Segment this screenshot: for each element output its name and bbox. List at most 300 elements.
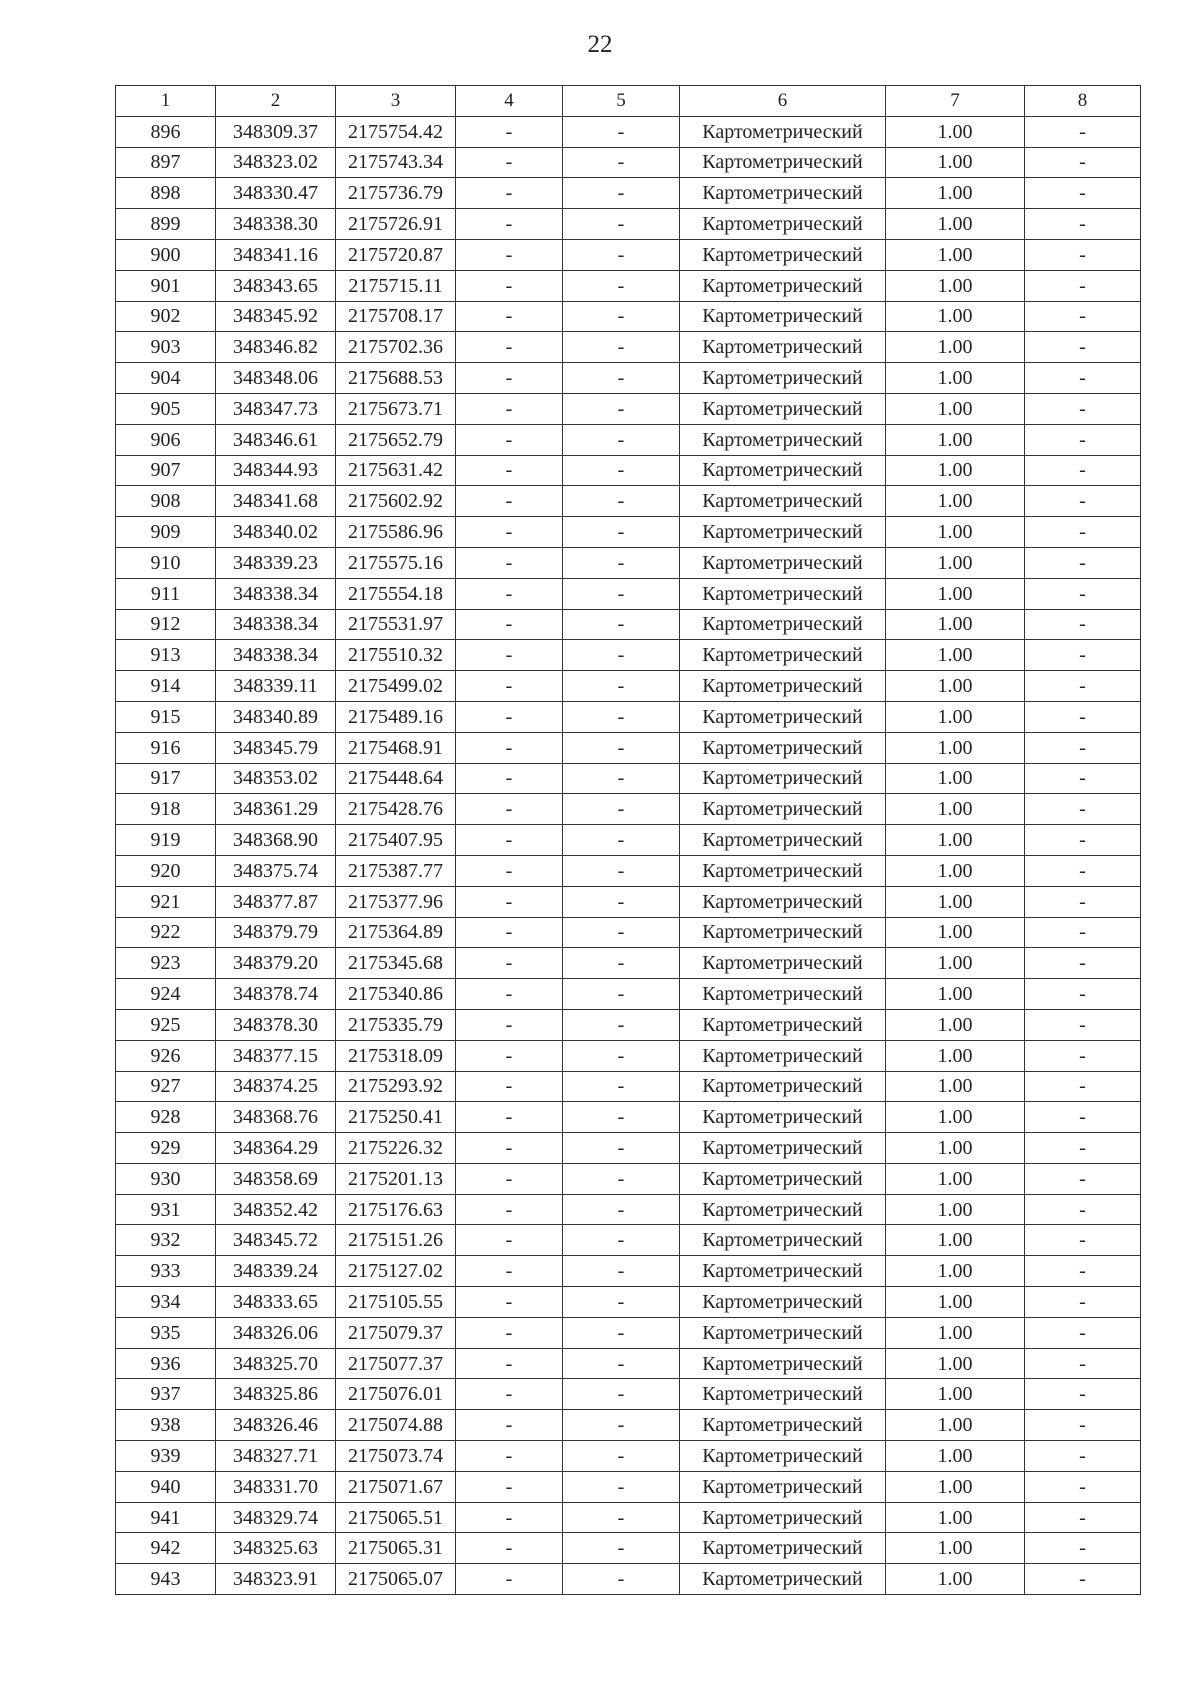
col4-cell: - <box>456 455 563 486</box>
method-cell: Картометрический <box>680 1410 886 1441</box>
precision-cell: 1.00 <box>886 794 1025 825</box>
method-cell: Картометрический <box>680 609 886 640</box>
y-coordinate-cell: 2175250.41 <box>336 1102 456 1133</box>
table-row <box>116 239 1141 270</box>
table-row <box>116 517 1141 548</box>
col8-cell: - <box>1025 886 1141 917</box>
col5-cell: - <box>563 855 680 886</box>
table-row <box>116 1564 1141 1595</box>
x-coordinate-cell: 348326.06 <box>216 1317 336 1348</box>
table-row <box>116 209 1141 240</box>
y-coordinate-cell: 2175176.63 <box>336 1194 456 1225</box>
y-coordinate-cell: 2175673.71 <box>336 393 456 424</box>
x-coordinate-cell: 348325.70 <box>216 1348 336 1379</box>
col8-cell: - <box>1025 363 1141 394</box>
table-row <box>116 1225 1141 1256</box>
method-cell: Картометрический <box>680 301 886 332</box>
col5-cell: - <box>563 393 680 424</box>
col8-cell: - <box>1025 332 1141 363</box>
col5-cell: - <box>563 763 680 794</box>
y-coordinate-cell: 2175652.79 <box>336 424 456 455</box>
method-cell: Картометрический <box>680 701 886 732</box>
col5-cell: - <box>563 1564 680 1595</box>
y-coordinate-cell: 2175407.95 <box>336 825 456 856</box>
precision-cell: 1.00 <box>886 1071 1025 1102</box>
col5-cell: - <box>563 1163 680 1194</box>
precision-cell: 1.00 <box>886 486 1025 517</box>
col5-cell: - <box>563 671 680 702</box>
col5-cell: - <box>563 547 680 578</box>
method-cell: Картометрический <box>680 640 886 671</box>
y-coordinate-cell: 2175702.36 <box>336 332 456 363</box>
table-row <box>116 147 1141 178</box>
y-coordinate-cell: 2175428.76 <box>336 794 456 825</box>
col5-cell: - <box>563 1502 680 1533</box>
point-number-cell: 937 <box>116 1379 216 1410</box>
col8-cell: - <box>1025 1133 1141 1164</box>
col4-cell: - <box>456 1163 563 1194</box>
col5-cell: - <box>563 1348 680 1379</box>
col4-cell: - <box>456 1564 563 1595</box>
x-coordinate-cell: 348339.11 <box>216 671 336 702</box>
col8-cell: - <box>1025 178 1141 209</box>
x-coordinate-cell: 348377.15 <box>216 1040 336 1071</box>
method-cell: Картометрический <box>680 979 886 1010</box>
col4-cell: - <box>456 671 563 702</box>
col8-cell: - <box>1025 424 1141 455</box>
point-number-cell: 931 <box>116 1194 216 1225</box>
table-row <box>116 178 1141 209</box>
col4-cell: - <box>456 363 563 394</box>
col4-cell: - <box>456 1379 563 1410</box>
precision-cell: 1.00 <box>886 578 1025 609</box>
col4-cell: - <box>456 1348 563 1379</box>
precision-cell: 1.00 <box>886 178 1025 209</box>
x-coordinate-cell: 348323.02 <box>216 147 336 178</box>
precision-cell: 1.00 <box>886 917 1025 948</box>
y-coordinate-cell: 2175077.37 <box>336 1348 456 1379</box>
col8-cell: - <box>1025 1471 1141 1502</box>
point-number-cell: 910 <box>116 547 216 578</box>
col4-cell: - <box>456 732 563 763</box>
col5-cell: - <box>563 332 680 363</box>
method-cell: Картометрический <box>680 794 886 825</box>
col5-cell: - <box>563 1040 680 1071</box>
method-cell: Картометрический <box>680 855 886 886</box>
col4-cell: - <box>456 763 563 794</box>
table-row <box>116 1410 1141 1441</box>
col4-cell: - <box>456 147 563 178</box>
x-coordinate-cell: 348340.02 <box>216 517 336 548</box>
x-coordinate-cell: 348326.46 <box>216 1410 336 1441</box>
col5-cell: - <box>563 640 680 671</box>
col5-cell: - <box>563 886 680 917</box>
table-row <box>116 1040 1141 1071</box>
precision-cell: 1.00 <box>886 209 1025 240</box>
y-coordinate-cell: 2175076.01 <box>336 1379 456 1410</box>
method-cell: Картометрический <box>680 393 886 424</box>
col5-cell: - <box>563 609 680 640</box>
y-coordinate-cell: 2175065.31 <box>336 1533 456 1564</box>
precision-cell: 1.00 <box>886 1564 1025 1595</box>
point-number-cell: 917 <box>116 763 216 794</box>
method-cell: Картометрический <box>680 763 886 794</box>
table-row <box>116 363 1141 394</box>
x-coordinate-cell: 348374.25 <box>216 1071 336 1102</box>
method-cell: Картометрический <box>680 424 886 455</box>
precision-cell: 1.00 <box>886 1348 1025 1379</box>
x-coordinate-cell: 348333.65 <box>216 1287 336 1318</box>
precision-cell: 1.00 <box>886 1502 1025 1533</box>
table-row <box>116 825 1141 856</box>
y-coordinate-cell: 2175345.68 <box>336 948 456 979</box>
col5-cell: - <box>563 363 680 394</box>
point-number-cell: 913 <box>116 640 216 671</box>
col4-cell: - <box>456 1256 563 1287</box>
col8-cell: - <box>1025 701 1141 732</box>
point-number-cell: 908 <box>116 486 216 517</box>
column-header: 4 <box>456 86 563 117</box>
method-cell: Картометрический <box>680 332 886 363</box>
col4-cell: - <box>456 393 563 424</box>
precision-cell: 1.00 <box>886 332 1025 363</box>
y-coordinate-cell: 2175531.97 <box>336 609 456 640</box>
x-coordinate-cell: 348353.02 <box>216 763 336 794</box>
col8-cell: - <box>1025 1225 1141 1256</box>
point-number-cell: 930 <box>116 1163 216 1194</box>
y-coordinate-cell: 2175127.02 <box>336 1256 456 1287</box>
x-coordinate-cell: 348345.92 <box>216 301 336 332</box>
precision-cell: 1.00 <box>886 1133 1025 1164</box>
col4-cell: - <box>456 917 563 948</box>
method-cell: Картометрический <box>680 178 886 209</box>
col5-cell: - <box>563 917 680 948</box>
precision-cell: 1.00 <box>886 1379 1025 1410</box>
x-coordinate-cell: 348340.89 <box>216 701 336 732</box>
point-number-cell: 902 <box>116 301 216 332</box>
point-number-cell: 920 <box>116 855 216 886</box>
col8-cell: - <box>1025 1194 1141 1225</box>
point-number-cell: 923 <box>116 948 216 979</box>
method-cell: Картометрический <box>680 1564 886 1595</box>
precision-cell: 1.00 <box>886 825 1025 856</box>
col5-cell: - <box>563 1441 680 1472</box>
col8-cell: - <box>1025 578 1141 609</box>
y-coordinate-cell: 2175586.96 <box>336 517 456 548</box>
table-row <box>116 1502 1141 1533</box>
table-row <box>116 424 1141 455</box>
precision-cell: 1.00 <box>886 1225 1025 1256</box>
x-coordinate-cell: 348379.79 <box>216 917 336 948</box>
x-coordinate-cell: 348331.70 <box>216 1471 336 1502</box>
point-number-cell: 916 <box>116 732 216 763</box>
precision-cell: 1.00 <box>886 270 1025 301</box>
col5-cell: - <box>563 486 680 517</box>
col8-cell: - <box>1025 239 1141 270</box>
col5-cell: - <box>563 1317 680 1348</box>
x-coordinate-cell: 348361.29 <box>216 794 336 825</box>
table-row <box>116 948 1141 979</box>
col4-cell: - <box>456 178 563 209</box>
col8-cell: - <box>1025 1441 1141 1472</box>
table-row <box>116 701 1141 732</box>
col8-cell: - <box>1025 1379 1141 1410</box>
col8-cell: - <box>1025 209 1141 240</box>
precision-cell: 1.00 <box>886 763 1025 794</box>
method-cell: Картометрический <box>680 948 886 979</box>
precision-cell: 1.00 <box>886 855 1025 886</box>
x-coordinate-cell: 348368.76 <box>216 1102 336 1133</box>
col4-cell: - <box>456 1533 563 1564</box>
point-number-cell: 904 <box>116 363 216 394</box>
table-row <box>116 886 1141 917</box>
coordinates-table <box>115 85 1141 1595</box>
col8-cell: - <box>1025 763 1141 794</box>
col4-cell: - <box>456 1102 563 1133</box>
col5-cell: - <box>563 1102 680 1133</box>
precision-cell: 1.00 <box>886 1009 1025 1040</box>
x-coordinate-cell: 348338.34 <box>216 640 336 671</box>
x-coordinate-cell: 348341.68 <box>216 486 336 517</box>
col5-cell: - <box>563 578 680 609</box>
x-coordinate-cell: 348329.74 <box>216 1502 336 1533</box>
point-number-cell: 898 <box>116 178 216 209</box>
col8-cell: - <box>1025 1348 1141 1379</box>
point-number-cell: 939 <box>116 1441 216 1472</box>
col4-cell: - <box>456 979 563 1010</box>
y-coordinate-cell: 2175079.37 <box>336 1317 456 1348</box>
table-row <box>116 1441 1141 1472</box>
table-row <box>116 1133 1141 1164</box>
precision-cell: 1.00 <box>886 1256 1025 1287</box>
point-number-cell: 905 <box>116 393 216 424</box>
col4-cell: - <box>456 486 563 517</box>
x-coordinate-cell: 348338.34 <box>216 578 336 609</box>
col5-cell: - <box>563 301 680 332</box>
point-number-cell: 900 <box>116 239 216 270</box>
x-coordinate-cell: 348345.72 <box>216 1225 336 1256</box>
table-row <box>116 1471 1141 1502</box>
precision-cell: 1.00 <box>886 1441 1025 1472</box>
precision-cell: 1.00 <box>886 732 1025 763</box>
precision-cell: 1.00 <box>886 701 1025 732</box>
x-coordinate-cell: 348339.23 <box>216 547 336 578</box>
precision-cell: 1.00 <box>886 640 1025 671</box>
col8-cell: - <box>1025 917 1141 948</box>
x-coordinate-cell: 348341.16 <box>216 239 336 270</box>
method-cell: Картометрический <box>680 732 886 763</box>
point-number-cell: 911 <box>116 578 216 609</box>
point-number-cell: 929 <box>116 1133 216 1164</box>
column-header: 5 <box>563 86 680 117</box>
method-cell: Картометрический <box>680 825 886 856</box>
col4-cell: - <box>456 1225 563 1256</box>
x-coordinate-cell: 348346.82 <box>216 332 336 363</box>
precision-cell: 1.00 <box>886 517 1025 548</box>
point-number-cell: 918 <box>116 794 216 825</box>
point-number-cell: 912 <box>116 609 216 640</box>
table-row <box>116 794 1141 825</box>
precision-cell: 1.00 <box>886 1194 1025 1225</box>
precision-cell: 1.00 <box>886 393 1025 424</box>
precision-cell: 1.00 <box>886 239 1025 270</box>
x-coordinate-cell: 348345.79 <box>216 732 336 763</box>
table-row <box>116 455 1141 486</box>
col5-cell: - <box>563 1287 680 1318</box>
col5-cell: - <box>563 732 680 763</box>
x-coordinate-cell: 348309.37 <box>216 116 336 147</box>
col8-cell: - <box>1025 301 1141 332</box>
point-number-cell: 933 <box>116 1256 216 1287</box>
col8-cell: - <box>1025 979 1141 1010</box>
column-header: 6 <box>680 86 886 117</box>
x-coordinate-cell: 348358.69 <box>216 1163 336 1194</box>
point-number-cell: 940 <box>116 1471 216 1502</box>
table-row <box>116 1009 1141 1040</box>
col4-cell: - <box>456 794 563 825</box>
col8-cell: - <box>1025 794 1141 825</box>
col8-cell: - <box>1025 270 1141 301</box>
point-number-cell: 936 <box>116 1348 216 1379</box>
col4-cell: - <box>456 1133 563 1164</box>
y-coordinate-cell: 2175151.26 <box>336 1225 456 1256</box>
page-number: 22 <box>587 31 613 58</box>
table-body <box>116 116 1141 1594</box>
method-cell: Картометрический <box>680 1471 886 1502</box>
y-coordinate-cell: 2175318.09 <box>336 1040 456 1071</box>
y-coordinate-cell: 2175377.96 <box>336 886 456 917</box>
col8-cell: - <box>1025 1009 1141 1040</box>
precision-cell: 1.00 <box>886 1471 1025 1502</box>
col5-cell: - <box>563 424 680 455</box>
x-coordinate-cell: 348348.06 <box>216 363 336 394</box>
method-cell: Картометрический <box>680 1502 886 1533</box>
table-row <box>116 1317 1141 1348</box>
col8-cell: - <box>1025 486 1141 517</box>
col4-cell: - <box>456 270 563 301</box>
method-cell: Картометрический <box>680 517 886 548</box>
method-cell: Картометрический <box>680 1009 886 1040</box>
col4-cell: - <box>456 239 563 270</box>
method-cell: Картометрический <box>680 671 886 702</box>
table-row <box>116 1379 1141 1410</box>
col8-cell: - <box>1025 609 1141 640</box>
x-coordinate-cell: 348344.93 <box>216 455 336 486</box>
table-row <box>116 763 1141 794</box>
col8-cell: - <box>1025 1564 1141 1595</box>
col5-cell: - <box>563 979 680 1010</box>
method-cell: Картометрический <box>680 1317 886 1348</box>
col8-cell: - <box>1025 147 1141 178</box>
y-coordinate-cell: 2175726.91 <box>336 209 456 240</box>
col4-cell: - <box>456 1194 563 1225</box>
method-cell: Картометрический <box>680 917 886 948</box>
x-coordinate-cell: 348325.63 <box>216 1533 336 1564</box>
y-coordinate-cell: 2175071.67 <box>336 1471 456 1502</box>
col4-cell: - <box>456 547 563 578</box>
precision-cell: 1.00 <box>886 948 1025 979</box>
x-coordinate-cell: 348378.74 <box>216 979 336 1010</box>
method-cell: Картометрический <box>680 1163 886 1194</box>
col8-cell: - <box>1025 517 1141 548</box>
col8-cell: - <box>1025 1163 1141 1194</box>
col5-cell: - <box>563 1133 680 1164</box>
method-cell: Картометрический <box>680 1133 886 1164</box>
method-cell: Картометрический <box>680 486 886 517</box>
point-number-cell: 925 <box>116 1009 216 1040</box>
col5-cell: - <box>563 517 680 548</box>
y-coordinate-cell: 2175340.86 <box>336 979 456 1010</box>
y-coordinate-cell: 2175715.11 <box>336 270 456 301</box>
method-cell: Картометрический <box>680 116 886 147</box>
y-coordinate-cell: 2175602.92 <box>336 486 456 517</box>
precision-cell: 1.00 <box>886 147 1025 178</box>
method-cell: Картометрический <box>680 1533 886 1564</box>
col4-cell: - <box>456 1410 563 1441</box>
x-coordinate-cell: 348323.91 <box>216 1564 336 1595</box>
table-row <box>116 1256 1141 1287</box>
table-row <box>116 1533 1141 1564</box>
x-coordinate-cell: 348338.30 <box>216 209 336 240</box>
y-coordinate-cell: 2175074.88 <box>336 1410 456 1441</box>
method-cell: Картометрический <box>680 1287 886 1318</box>
table-row <box>116 547 1141 578</box>
table-row <box>116 917 1141 948</box>
point-number-cell: 907 <box>116 455 216 486</box>
col8-cell: - <box>1025 1040 1141 1071</box>
col5-cell: - <box>563 1194 680 1225</box>
precision-cell: 1.00 <box>886 979 1025 1010</box>
col5-cell: - <box>563 1009 680 1040</box>
col5-cell: - <box>563 701 680 732</box>
col4-cell: - <box>456 701 563 732</box>
y-coordinate-cell: 2175754.42 <box>336 116 456 147</box>
precision-cell: 1.00 <box>886 1533 1025 1564</box>
col8-cell: - <box>1025 1410 1141 1441</box>
precision-cell: 1.00 <box>886 609 1025 640</box>
point-number-cell: 942 <box>116 1533 216 1564</box>
y-coordinate-cell: 2175065.51 <box>336 1502 456 1533</box>
point-number-cell: 941 <box>116 1502 216 1533</box>
table-row <box>116 979 1141 1010</box>
method-cell: Картометрический <box>680 209 886 240</box>
precision-cell: 1.00 <box>886 1287 1025 1318</box>
y-coordinate-cell: 2175468.91 <box>336 732 456 763</box>
y-coordinate-cell: 2175631.42 <box>336 455 456 486</box>
precision-cell: 1.00 <box>886 363 1025 394</box>
col4-cell: - <box>456 424 563 455</box>
y-coordinate-cell: 2175708.17 <box>336 301 456 332</box>
point-number-cell: 922 <box>116 917 216 948</box>
method-cell: Картометрический <box>680 1225 886 1256</box>
col8-cell: - <box>1025 640 1141 671</box>
col8-cell: - <box>1025 455 1141 486</box>
col8-cell: - <box>1025 948 1141 979</box>
col8-cell: - <box>1025 1287 1141 1318</box>
table-row <box>116 1163 1141 1194</box>
x-coordinate-cell: 348346.61 <box>216 424 336 455</box>
col8-cell: - <box>1025 1317 1141 1348</box>
x-coordinate-cell: 348379.20 <box>216 948 336 979</box>
column-header: 2 <box>216 86 336 117</box>
precision-cell: 1.00 <box>886 1040 1025 1071</box>
col5-cell: - <box>563 147 680 178</box>
point-number-cell: 924 <box>116 979 216 1010</box>
point-number-cell: 909 <box>116 517 216 548</box>
precision-cell: 1.00 <box>886 1410 1025 1441</box>
table-row <box>116 270 1141 301</box>
col4-cell: - <box>456 1009 563 1040</box>
